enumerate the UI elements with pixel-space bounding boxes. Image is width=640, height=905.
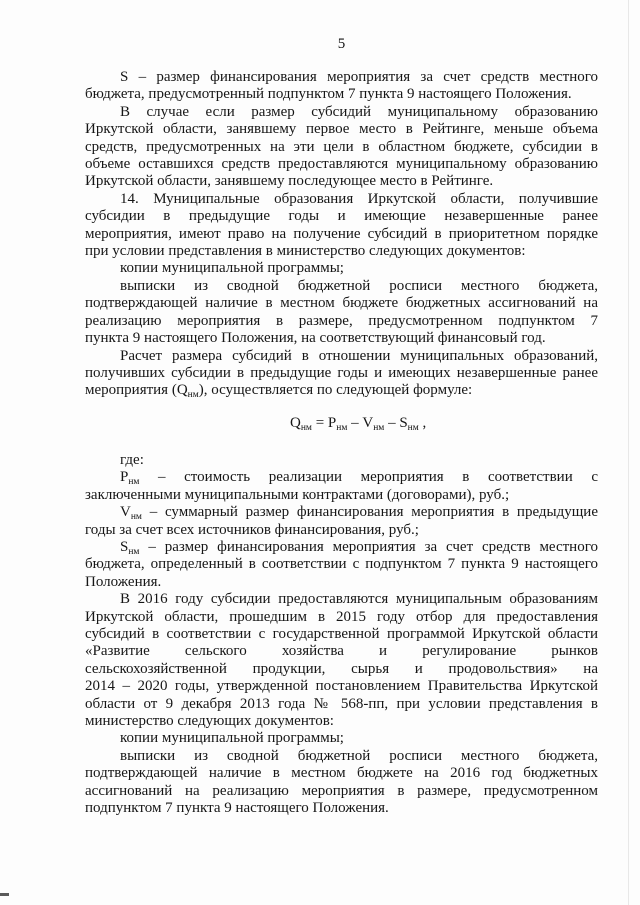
paragraph-8 [85, 469, 598, 504]
text-line: Положения. [85, 573, 162, 590]
text-line: копии муниципальной программы; [120, 730, 344, 747]
text-line: министерство следующих документов: [85, 713, 334, 730]
text-line: «Развитие сельского хозяйства и регулирование рынков [85, 643, 598, 660]
text-line: области от 9 декабря 2013 года № 568-пп, при условии представления в [85, 695, 598, 712]
text-line: годы за счет всех источников финансирования, руб.; [85, 521, 419, 538]
subscript: нм [407, 422, 419, 433]
text-line: Иркутской области, занявшему последующее место в Рейтинге. [85, 173, 494, 190]
text-segment: S [120, 538, 129, 555]
text-line [85, 469, 598, 486]
text-line: копии муниципальной программы; [120, 260, 344, 277]
subscript: нм [300, 422, 312, 433]
text-line: В случае если размер субсидий муниципальному образованию [120, 103, 598, 120]
text-segment: = P [311, 414, 337, 431]
text-line: подтверждающей наличие в местном бюджете на 2016 год бюджетных [85, 765, 598, 782]
text-segment: P [120, 469, 129, 486]
text-line: Иркутской области, занявшему первое место в Рейтинге, меньше объема [85, 121, 598, 138]
text-line: мероприятия, имеют право на получение субсидий в приоритетном порядке [85, 225, 598, 242]
text-line [85, 539, 598, 556]
text-line: бюджета, предусмотренный подпунктом 7 пункта 9 настоящего Положения. [85, 86, 572, 103]
text-segment: V [120, 504, 131, 521]
text-line: сельскохозяйственной продукции, сырья и продовольствия» на [85, 660, 598, 677]
text-line: ассигнований на реализацию мероприятия в размере, предусмотренном [85, 782, 598, 799]
text-line: выписки из сводной бюджетной росписи местного бюджета, [120, 277, 598, 294]
formula [85, 415, 598, 432]
text-line: субсидии в предыдущие годы и имеющие незавершенные ранее [85, 208, 598, 225]
text-line: 14. Муниципальные образования Иркутской области, получившие [120, 190, 598, 207]
paragraph-6 [85, 348, 598, 400]
text-segment: мероприятия (Q [85, 382, 188, 399]
subscript: нм [128, 477, 140, 488]
text-line: подпунктом 7 пункта 9 настоящего Положения. [85, 800, 389, 817]
paragraph-10 [85, 539, 598, 591]
paragraph-3 [85, 191, 598, 261]
text-segment: – стоимость реализации мероприятия в соответствии с [139, 469, 598, 486]
text-segment: – суммарный размер финансирования мероприятия в предыдущие [141, 504, 598, 521]
text-line: где: [120, 451, 144, 468]
scan-edge-line [628, 0, 629, 905]
text-line: средств, предусмотренных на эти цели в областном бюджете, субсидии в [85, 138, 598, 155]
text-segment: ), осуществляется по следующей формуле: [198, 382, 473, 399]
text-line [85, 504, 598, 521]
paragraph-1 [85, 69, 598, 104]
text-segment: – V [347, 414, 374, 431]
text-line: 2014 – 2020 годы, утвержденной постановлением Правительства Иркутской [85, 678, 598, 695]
text-line: бюджета, определенный в соответствии с подпунктом 7 пункта 9 настоящего [85, 556, 598, 573]
text-segment: – размер финансирования мероприятия за счет средств местного [139, 538, 598, 555]
text-line: получивших субсидии в предыдущие годы и имеющих незавершенные ранее [85, 364, 598, 381]
text-line: при условии представления в министерство следующих документов: [85, 243, 526, 260]
subscript: нм [128, 546, 140, 557]
text-segment: , [418, 414, 427, 431]
document-body [85, 69, 598, 817]
paragraph-13 [85, 748, 598, 818]
text-line: объеме оставшихся средств предоставляются муниципальному образованию [85, 156, 598, 173]
page-number: 5 [337, 36, 346, 52]
scan-corner-mark [0, 893, 9, 896]
subscript: нм [373, 422, 385, 433]
paragraph-7 [85, 452, 598, 469]
text-line: S – размер финансирования мероприятия за счет средств местного [120, 69, 598, 85]
subscript: нм [130, 512, 142, 523]
paragraph-5 [85, 278, 598, 348]
paragraph-4 [85, 260, 598, 277]
paragraph-12 [85, 730, 598, 747]
text-line: Расчет размера субсидий в отношении муниципальных образований, [120, 347, 598, 364]
text-line: реализацию мероприятия в размере, предусмотренном подпунктом 7 [85, 312, 598, 329]
text-line: В 2016 году субсидии предоставляются муниципальным образованиям [120, 591, 598, 608]
text-line: Иркутской области, прошедшим в 2015 году отбор для предоставления [85, 608, 598, 625]
paragraph-2 [85, 104, 598, 191]
text-line: субсидий в соответствии с государственной программой Иркутской области [85, 625, 598, 642]
text-line: заключенными муниципальными контрактами (договорами), руб.; [85, 486, 510, 503]
text-segment: Q [290, 414, 301, 431]
subscript: нм [336, 422, 348, 433]
text-segment: – S [384, 414, 408, 431]
text-line: выписки из сводной бюджетной росписи местного бюджета, [120, 747, 598, 764]
subscript: нм [187, 390, 199, 401]
paragraph-11 [85, 591, 598, 730]
text-line [85, 382, 598, 399]
text-line: пункта 9 настоящего Положения, на соответствующий финансовый год. [85, 330, 546, 347]
paragraph-9 [85, 504, 598, 539]
text-line: подтверждающей наличие в местном бюджете бюджетных ассигнований на [85, 295, 598, 312]
